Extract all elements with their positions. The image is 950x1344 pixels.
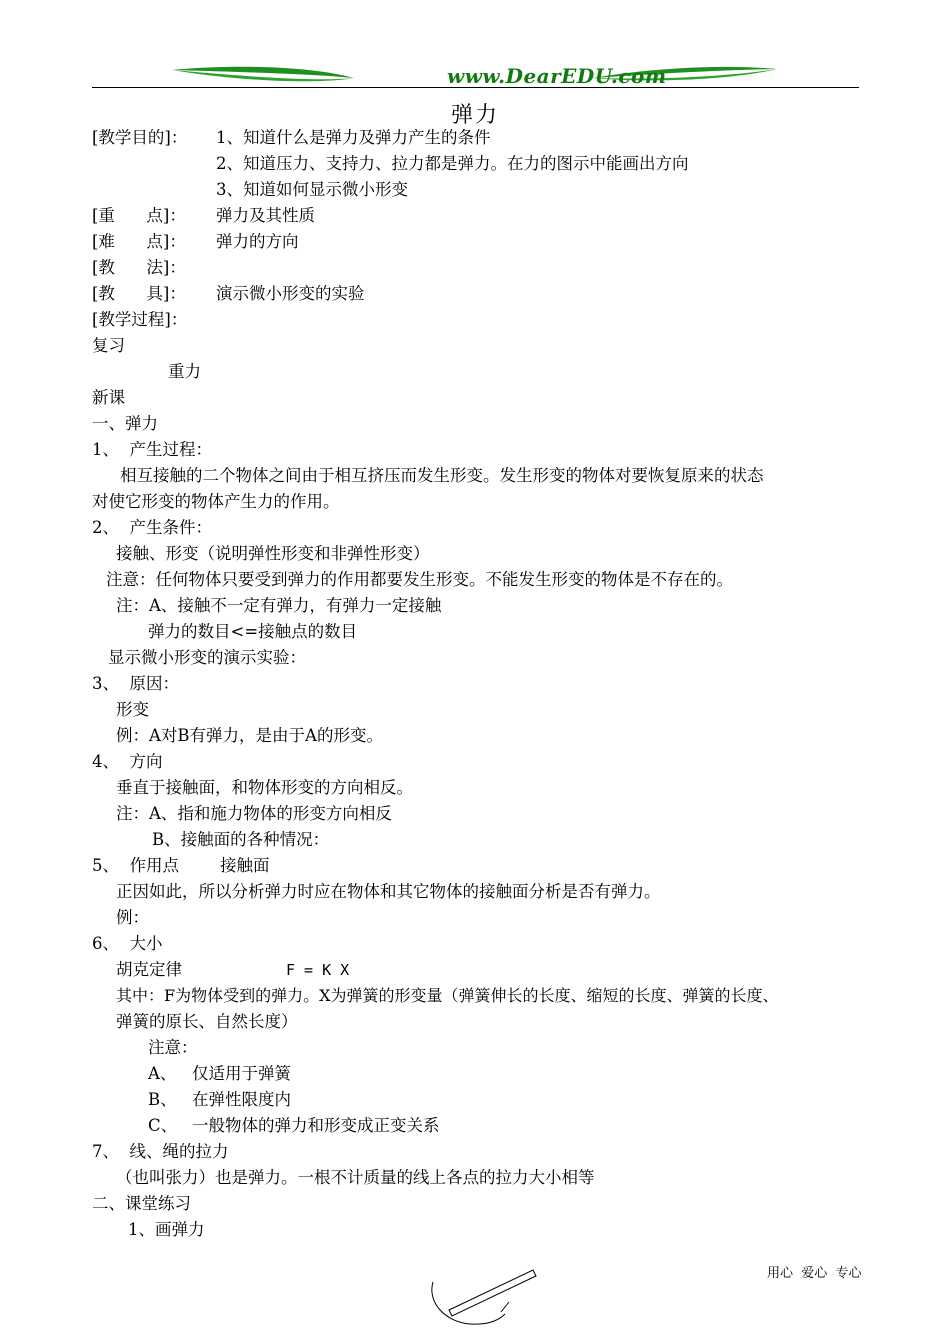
objective-item-3: 3、知道如何显示微小形变 [216, 180, 408, 199]
s2-line4: 弹力的数目<=接触点的数目 [148, 622, 358, 641]
s4-line3: B、接触面的各种情况： [152, 830, 330, 849]
s7-line1: （也叫张力）也是弹力。一根不计质量的线上各点的拉力大小相等 [116, 1168, 595, 1187]
key-point-label: [重 点]： [92, 206, 186, 225]
s6-heading: 6、 大小 [92, 934, 163, 953]
review-item: 重力 [168, 362, 201, 381]
s5-heading: 5、 作用点 [92, 856, 179, 875]
objectives-label: [教学目的]： [92, 128, 188, 147]
s6-note-c-text: 一般物体的弹力和形变成正变关系 [192, 1116, 440, 1135]
tools-value: 演示微小形变的实验 [216, 284, 365, 303]
s3-line1: 形变 [116, 700, 149, 719]
s4-heading: 4、 方向 [92, 752, 163, 771]
method-label: [教 法]： [92, 258, 186, 277]
key-point-value: 弹力及其性质 [216, 206, 315, 225]
s4-line1: 垂直于接触面，和物体形变的方向相反。 [116, 778, 413, 797]
header-divider [92, 87, 859, 88]
section1-heading: 一、弹力 [92, 414, 158, 433]
s2-line1: 接触、形变（说明弹性形变和非弹性形变） [116, 544, 430, 563]
footer-slogan: 用心 爱心 专心 [767, 1266, 862, 1281]
s6-note-b-text: 在弹性限度内 [192, 1090, 291, 1109]
site-header-logo [92, 60, 859, 90]
s3-heading: 3、 原因： [92, 674, 179, 693]
s2-line2: 注意：任何物体只要受到弹力的作用都要发生形变。不能发生形变的物体是不存在的。 [106, 570, 733, 589]
process-label: [教学过程]： [92, 310, 188, 329]
s6-note-c-mark: C、 [148, 1116, 178, 1135]
s2-line5: 显示微小形变的演示实验： [108, 648, 306, 667]
s5-line2: 例： [116, 908, 149, 927]
s6-note-b-mark: B、 [148, 1090, 177, 1109]
s6-note-a-text: 仅适用于弹簧 [192, 1064, 291, 1083]
s4-line2: 注：A、指和施力物体的形变方向相反 [116, 804, 392, 823]
s1-heading: 1、 产生过程： [92, 440, 212, 459]
page-title: 弹力 [450, 103, 499, 128]
s3-line2: 例：A对B有弹力，是由于A的形变。 [116, 726, 383, 745]
tools-label: [教 具]： [92, 284, 186, 303]
new-lesson-label: 新课 [92, 388, 125, 407]
s6-note-a-mark: A、 [148, 1064, 177, 1083]
section2-item1: 1、画弹力 [128, 1220, 205, 1239]
s2-line3: 注：A、接触不一定有弹力，有弹力一定接触 [116, 596, 442, 615]
review-label: 复习 [92, 336, 125, 355]
rod-on-bowl-figure-icon [425, 1262, 545, 1344]
section2-heading: 二、课堂练习 [92, 1194, 191, 1213]
s6-line1: 其中：F为物体受到的弹力。X为弹簧的形变量（弹簧伸长的长度、缩短的长度、弹簧的长度、 [116, 986, 779, 1005]
s2-heading: 2、 产生条件： [92, 518, 212, 537]
s5-line1: 正因如此，所以分析弹力时应在物体和其它物体的接触面分析是否有弹力。 [116, 882, 661, 901]
s6-note: 注意： [148, 1038, 198, 1057]
hooke-formula: F = K X [286, 961, 350, 979]
s7-heading: 7、 线、绳的拉力 [92, 1142, 229, 1161]
s1-para-line2: 对使它形变的物体产生力的作用。 [92, 492, 340, 511]
hooke-law-label: 胡克定律 [116, 960, 182, 979]
site-logo-text: www.DearEDU.com [447, 64, 667, 88]
s1-para-line1: 相互接触的二个物体之间由于相互挤压而发生形变。发生形变的物体对要恢复原来的状态 [120, 466, 764, 485]
objective-item-2: 2、知道压力、支持力、拉力都是弹力。在力的图示中能画出方向 [216, 154, 689, 173]
s5-heading-value: 接触面 [220, 856, 270, 875]
difficulty-value: 弹力的方向 [216, 232, 299, 251]
difficulty-label: [难 点]： [92, 232, 186, 251]
objective-item-1: 1、知道什么是弹力及弹力产生的条件 [216, 128, 491, 147]
s6-line2: 弹簧的原长、自然长度） [116, 1012, 298, 1031]
